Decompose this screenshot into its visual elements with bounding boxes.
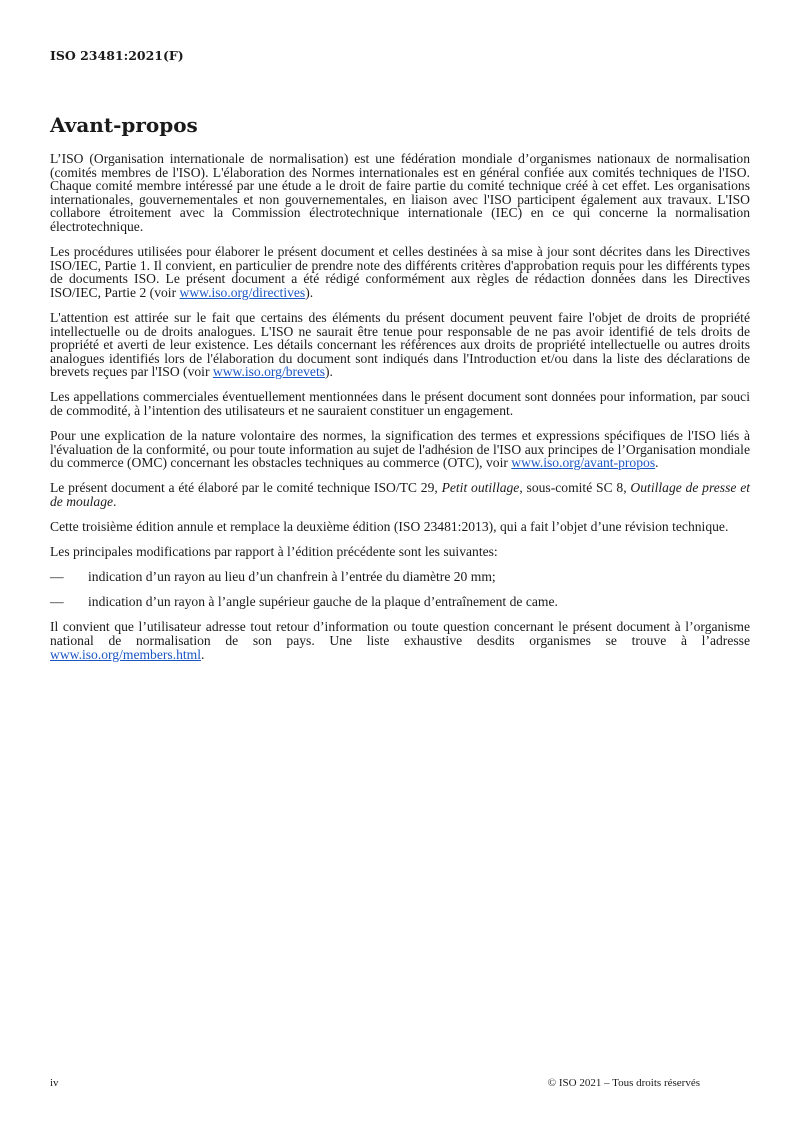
- paragraph-committee: [50, 481, 750, 508]
- dash-bullet: —: [50, 594, 64, 610]
- subcommittee-title-italic: Outillage de presse et de moulage: [50, 480, 750, 509]
- committee-title-italic: Petit outillage: [441, 480, 520, 496]
- paragraph-patents: [50, 311, 750, 379]
- list-item: [50, 570, 750, 584]
- list-item-text: indication d’un rayon au lieu d’un chanfrein à l’entrée du diamètre 20 mm;: [88, 569, 496, 585]
- copyright-notice: © ISO 2021 – Tous droits réservés: [547, 1077, 700, 1089]
- paragraph-patents-text: L'attention est attirée sur le fait que certains des éléments du présent document peuvent faire l'objet de droits de propriété intellectuelle ou de droits analogues. L'ISO ne saurait être tenue pour responsable de ne pas avoir identifié de tels droits de propriété et averti de leur existence. Les détails concernant les références aux droits de propriété intellectuelle ou autres droits analogues identifiés lors de l'élaboration du document sont indiqués dans l'Introduction et/ou dans la liste des déclarations de brevets reçues par l'ISO (voir: [50, 309, 750, 380]
- link-directives[interactable]: www.iso.org/directives: [179, 284, 306, 300]
- paragraph-changes-intro: Les principales modifications par rapport à l’édition précédente sont les suivantes:: [50, 544, 498, 560]
- paragraph-trade-names: Les appellations commerciales éventuellement mentionnées dans le présent document sont données pour information, par souci de commodité, à l’intention des utilisateurs et ne sauraient constituer un engagement.: [50, 389, 750, 418]
- document-id-header: ISO 23481:2021(F): [50, 48, 184, 63]
- paragraph-feedback-tail: .: [201, 646, 205, 662]
- paragraph-feedback-text: Il convient que l’utilisateur adresse tout retour d’information ou toute question concernant le présent document à l’organisme national de normalisation de son pays. Une liste exhaustive desdits organismes se trouve à l’adresse: [50, 619, 750, 649]
- paragraph-committee-mid: , sous-comité SC 8,: [519, 480, 631, 496]
- paragraph-voluntary-text: Pour une explication de la nature volontaire des normes, la signification des termes et expressions spécifiques de l'ISO liés à l'évaluation de la conformité, ou pour toute information au sujet de l'adhésion de l'ISO aux principes de l’Organisation mondiale du commerce (OMC) concernant les obstacles techniques au commerce (OTC), voir: [50, 428, 750, 471]
- page-number: iv: [50, 1077, 59, 1089]
- page-title: Avant-propos: [50, 113, 198, 137]
- paragraph-committee-tail: .: [113, 493, 117, 509]
- link-brevets[interactable]: www.iso.org/brevets: [212, 364, 326, 380]
- paragraph-procedures-tail: ).: [305, 284, 314, 300]
- link-avant-propos[interactable]: www.iso.org/avant-propos: [511, 455, 656, 471]
- list-item-text: indication d’un rayon à l’angle supérieur gauche de la plaque d’entraînement de came.: [88, 594, 558, 610]
- paragraph-committee-text: Le présent document a été élaboré par le comité technique ISO/TC 29,: [50, 480, 442, 496]
- paragraph-voluntary-nature: [50, 429, 750, 470]
- paragraph-voluntary-tail: .: [655, 455, 659, 471]
- paragraph-feedback: [50, 620, 750, 661]
- paragraph-patents-tail: ).: [325, 364, 333, 380]
- list-item: [50, 595, 750, 609]
- paragraph-edition: Cette troisième édition annule et remplace la deuxième édition (ISO 23481:2013), qui a fait l’objet d’une révision technique.: [50, 519, 729, 535]
- paragraph-iso-intro: L’ISO (Organisation internationale de normalisation) est une fédération mondiale d’organismes nationaux de normalisation (comités membres de l'ISO). L'élaboration des Normes internationales est en général confiée aux comités techniques de l'ISO. Chaque comité membre intéressé par une étude a le droit de faire partie du comité technique créé à cet effet. Les organisations internationales, gouvernementales et non gouvernementales, en liaison avec l'ISO participent également aux travaux. L'ISO collabore étroitement avec la Commission électrotechnique internationale (IEC) en ce qui concerne la normalisation électrotechnique.: [50, 151, 750, 234]
- paragraph-procedures: [50, 245, 750, 299]
- link-members[interactable]: www.iso.org/members.html: [50, 646, 202, 662]
- paragraph-procedures-text: Les procédures utilisées pour élaborer le présent document et celles destinées à sa mise à jour sont décrites dans les Directives ISO/IEC, Partie 1. Il convient, en particulier de prendre note des différents critères d'approbation requis pour les différents types de documents ISO. Le présent document a été rédigé conformément aux règles de rédaction données dans les Directives ISO/IEC, Partie 2 (voir: [50, 244, 750, 300]
- dash-bullet: —: [50, 569, 64, 585]
- foreword-body: [50, 152, 750, 673]
